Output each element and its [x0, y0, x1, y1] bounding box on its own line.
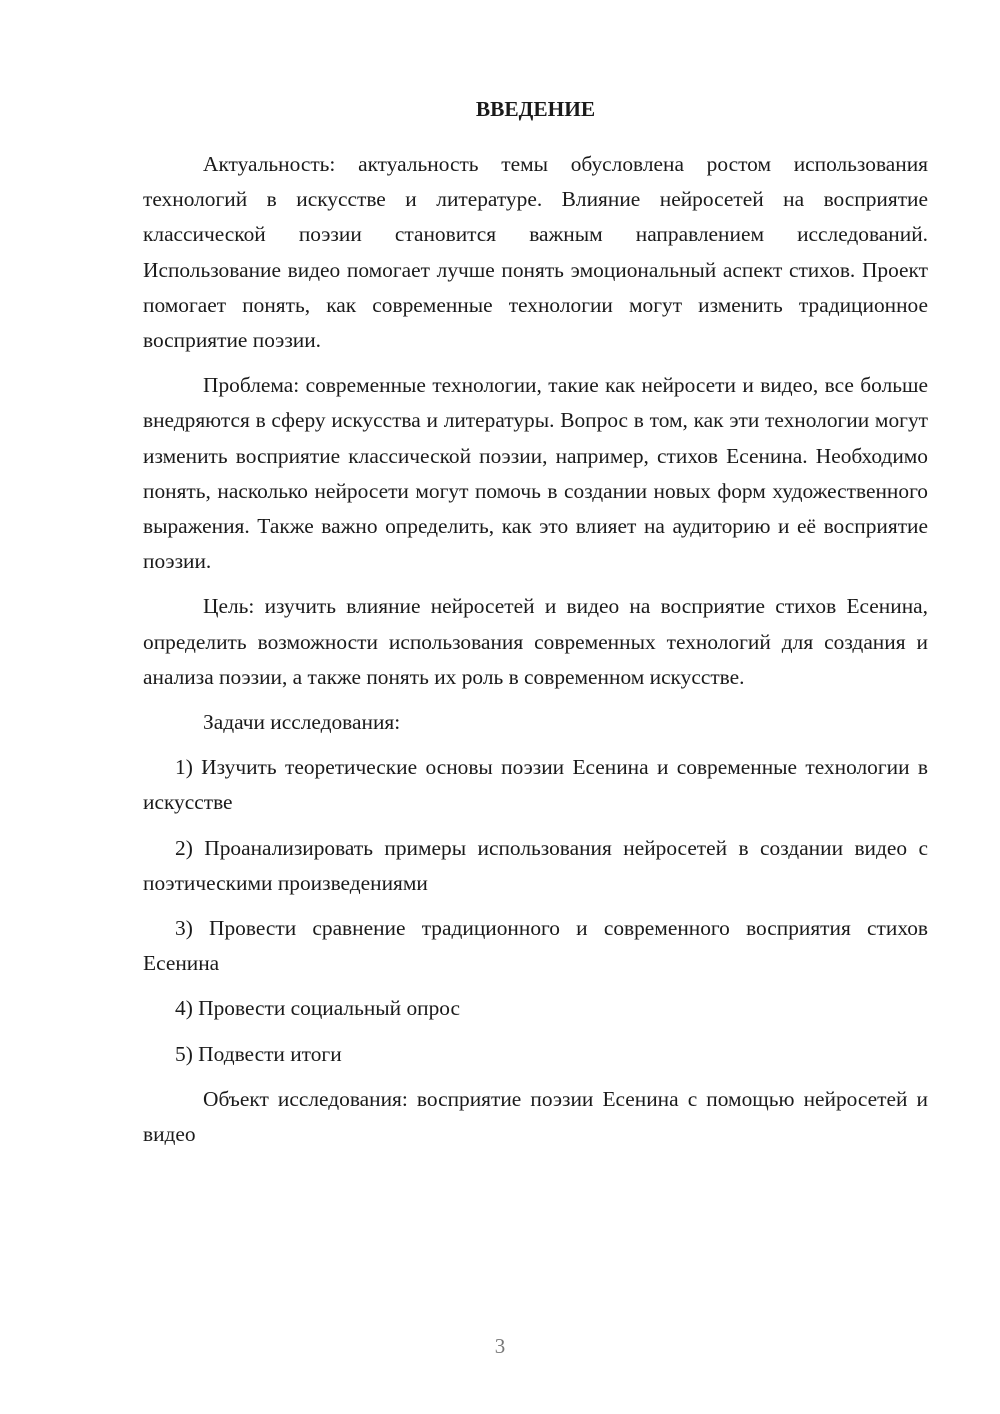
paragraph-problem: Проблема: современные технологии, такие как нейросети и видео, все больше внедряются в сферу искусства и литературы. Вопрос в том, как эти технологии могут изменить восприятие классической поэзии, например, стихов Есенина. Необходимо понять, насколько нейросети могут помочь в создании новых форм художественного выражения. Также важно определить, как это влияет на аудиторию и её восприятие поэзии.	[143, 373, 928, 574]
document-page	[143, 92, 928, 1162]
task-item: 4) Провести социальный опрос	[175, 996, 461, 1021]
task-item: 3) Провести сравнение традиционного и современного восприятия стихов Есенина	[143, 916, 928, 976]
paragraph-object: Объект исследования: восприятие поэзии Есенина с помощью нейросетей и видео	[143, 1086, 928, 1147]
paragraph-relevance: Актуальность: актуальность темы обусловлена ростом использования технологий в искусстве и литературе. Влияние нейросетей на восприятие классической поэзии становится важным направлением исследований. Использование видео помогает лучше понять эмоциональный аспект стихов. Проект помогает понять, как современные технологии могут изменить традиционное восприятие поэзии.	[143, 152, 928, 353]
task-item: 5) Подвести итоги	[175, 1041, 342, 1066]
page-number: 3	[494, 1334, 506, 1358]
tasks-heading: Задачи исследования:	[203, 710, 401, 735]
section-title: ВВЕДЕНИЕ	[475, 97, 596, 121]
paragraph-goal: Цель: изучить влияние нейросетей и видео на восприятие стихов Есенина, определить возможности использования современных технологий для создания и анализа поэзии, а также понять их роль в современном искусстве.	[143, 594, 928, 689]
task-item: 2) Проанализировать примеры использования нейросетей в создании видео с поэтическими произведениями	[143, 835, 928, 895]
task-item: 1) Изучить теоретические основы поэзии Есенина и современные технологии в искусстве	[143, 755, 928, 815]
